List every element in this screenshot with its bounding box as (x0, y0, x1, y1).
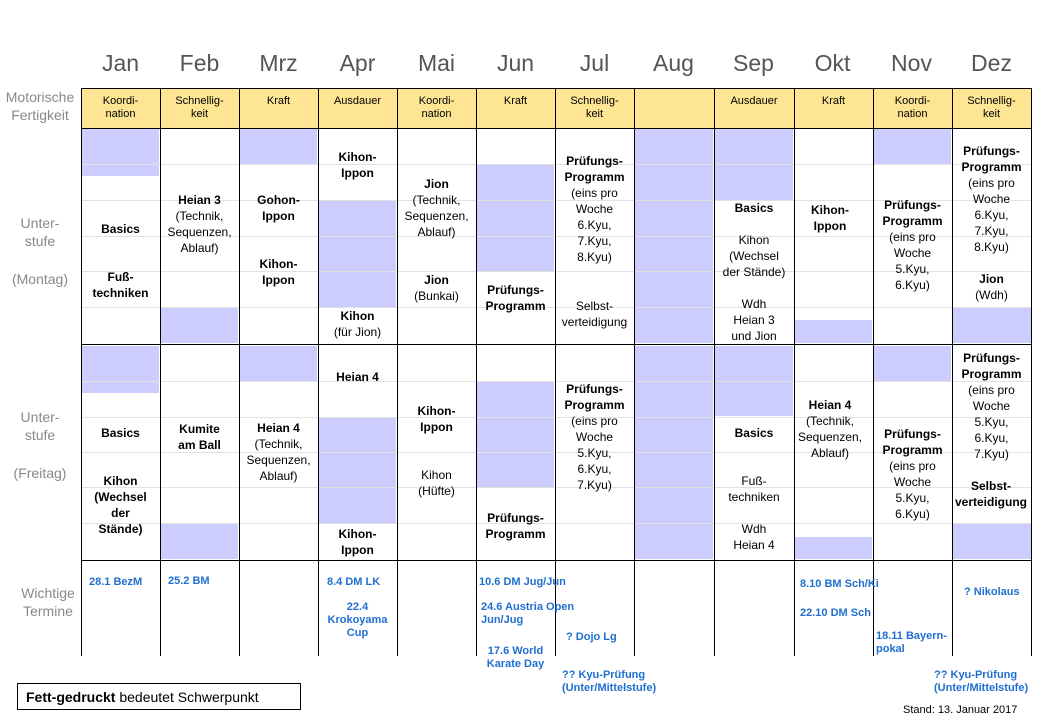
friday-sep-detail: Fuß- techniken (728, 474, 780, 504)
event-jan: 28.1 BezM (89, 576, 143, 588)
event-okt-2: 22.10 DM Sch (800, 607, 871, 619)
monday-jun-focus: Prüfungs- Programm (485, 283, 546, 313)
friday-jul-detail: (eins pro Woche 5.Kyu, 6.Kyu, 7.Kyu) (571, 414, 618, 492)
monday-jan-focus: Basics (101, 222, 140, 236)
row-label-unterstufe-freitag-3: (Freitag) (13, 465, 67, 481)
monday-mai-focus: Jion (424, 177, 449, 191)
event-jul-2: ?? Kyu-Prüfung (Unter/Mittelstufe) (562, 669, 657, 694)
month-jun: Jun (496, 50, 535, 76)
monday-feb-focus: Heian 3 (178, 193, 221, 207)
month-apr: Apr (339, 50, 376, 76)
grid-border (714, 88, 715, 656)
monday-jul-detail: (eins pro Woche 6.Kyu, 7.Kyu, 8.Kyu) (571, 186, 618, 264)
friday-dez-focus: Selbst- verteidigung (954, 479, 1027, 509)
plan-block (953, 307, 1031, 343)
grid-border (873, 88, 874, 656)
friday-jun-focus: Prüfungs- Programm (485, 511, 546, 541)
grid-border (794, 88, 795, 656)
monday-sep-detail: Wdh Heian 3 und Jion (731, 297, 777, 343)
friday-feb-focus: Kumite am Ball (178, 422, 221, 452)
friday-dez-focus: Prüfungs- Programm (961, 351, 1022, 381)
grid-border (81, 88, 1032, 89)
monday-mrz-focus: Kihon- Ippon (259, 257, 298, 287)
fitness-feb: Schnellig- keit (175, 95, 224, 120)
plan-block (82, 346, 159, 393)
plan-block (319, 200, 396, 307)
friday-dez-detail: (eins pro Woche 5.Kyu, 6.Kyu, 7.Kyu) (968, 383, 1015, 461)
stand-date: Stand: 13. Januar 2017 (903, 704, 1018, 716)
event-apr-1: 8.4 DM LK (327, 576, 381, 588)
month-mai: Mai (417, 50, 456, 76)
monday-mrz-focus: Gohon- Ippon (257, 193, 300, 223)
plan-block (477, 164, 554, 271)
monday-sep-detail: Kihon (Wechsel der Stände) (722, 233, 786, 279)
monday-okt-focus: Kihon- Ippon (811, 203, 849, 233)
month-sep: Sep (733, 50, 774, 76)
friday-sep-detail: Wdh Heian 4 (733, 522, 775, 552)
friday-apr-focus: Heian 4 (336, 370, 379, 384)
event-dez-1: ? Nikolaus (964, 586, 1020, 598)
monday-dez-detail: (Wdh) (975, 288, 1008, 302)
event-dez-2: ?? Kyu-Prüfung (Unter/Mittelstufe) (934, 669, 1029, 694)
fitness-sep: Ausdauer (730, 95, 778, 107)
monday-jul-detail: Selbst- verteidigung (561, 299, 628, 329)
plan-block (953, 524, 1031, 559)
month-aug: Aug (653, 50, 694, 76)
friday-jan-focus: Basics (101, 426, 140, 440)
fitness-mai: Koordi- nation (418, 95, 455, 120)
grid-border (81, 128, 1032, 129)
monday-mai-focus: Jion (424, 273, 449, 287)
friday-nov-focus: Prüfungs- Programm (882, 427, 943, 457)
fitness-nov: Koordi- nation (894, 95, 931, 120)
month-jan: Jan (101, 50, 140, 76)
event-feb: 25.2 BM (168, 575, 210, 587)
monday-mai-detail: (Technik, Sequenzen, Ablauf) (404, 193, 469, 239)
row-label-unterstufe-freitag-1: Unter- (20, 409, 60, 425)
grid-border (81, 344, 1032, 345)
event-jun-1: 10.6 DM Jug/Jun (479, 576, 566, 588)
monday-feb-detail: (Technik, Sequenzen, Ablauf) (167, 209, 232, 255)
plan-block (240, 346, 317, 381)
plan-block (795, 320, 872, 343)
fitness-jul: Schnellig- keit (570, 95, 619, 120)
month-jul: Jul (579, 50, 610, 76)
monday-dez-focus: Jion (979, 272, 1004, 286)
friday-mrz-detail: (Technik, Sequenzen, Ablauf) (246, 437, 311, 483)
month-okt: Okt (814, 50, 851, 76)
plan-block (161, 524, 238, 559)
monday-nov-focus: Prüfungs- Programm (882, 198, 943, 228)
grid-border (81, 560, 1032, 561)
month-dez: Dez (971, 50, 1012, 76)
row-label-termine: Wichtige Termine (21, 585, 75, 619)
grid-border (476, 88, 477, 656)
monday-apr-focus: Kihon (340, 309, 375, 323)
monday-jul-focus: Prüfungs- Programm (564, 154, 625, 184)
plan-block (477, 381, 554, 487)
monday-sep-focus: Basics (734, 201, 774, 215)
row-label-motor: Motorische Fertigkeit (5, 89, 75, 123)
fitness-mrz: Kraft (266, 95, 291, 107)
month-nov: Nov (891, 50, 932, 76)
monday-dez-detail: (eins pro Woche 6.Kyu, 7.Kyu, 8.Kyu) (968, 176, 1015, 254)
legend-box (17, 683, 301, 710)
plan-block (82, 129, 159, 176)
friday-jan-focus: Kihon (Wechsel der Stände) (94, 474, 147, 536)
legend-bold-text: Fett-gedruckt (26, 689, 116, 705)
friday-okt-detail: (Technik, Sequenzen, Ablauf) (797, 414, 863, 460)
plan-block (319, 417, 396, 523)
row-label-unterstufe-montag-3: (Montag) (11, 271, 69, 287)
monday-apr-detail: (für Jion) (333, 325, 382, 339)
event-jun-3: 17.6 World Karate Day (486, 645, 545, 670)
fitness-apr: Ausdauer (333, 95, 382, 107)
event-jun-2: 24.6 Austria Open Jun/Jug (481, 601, 575, 626)
grid-border (160, 88, 161, 656)
plan-block (795, 537, 872, 559)
friday-mrz-focus: Heian 4 (257, 421, 300, 435)
friday-apr-focus: Kihon- Ippon (338, 527, 377, 557)
friday-mai-detail: Kihon (Hüfte) (418, 468, 455, 498)
row-label-unterstufe-freitag-2: stufe (24, 427, 56, 443)
grid-border (239, 88, 240, 656)
event-nov: 18.11 Bayern- pokal (876, 630, 947, 655)
grid-border (634, 88, 635, 656)
monday-jan-focus: Fuß- techniken (92, 270, 149, 300)
friday-jul-focus: Prüfungs- Programm (564, 382, 625, 412)
grid-border (1031, 88, 1032, 656)
friday-mai-focus: Kihon- Ippon (417, 404, 456, 434)
grid-border (81, 88, 82, 656)
legend-text: bedeutet Schwerpunkt (115, 689, 259, 705)
event-okt-1: 8.10 BM Sch/Ki (800, 578, 879, 590)
monday-apr-focus: Kihon- Ippon (338, 150, 377, 180)
month-mrz: Mrz (259, 50, 298, 76)
month-feb: Feb (179, 50, 220, 76)
monday-nov-detail: (eins pro Woche 5.Kyu, 6.Kyu) (889, 230, 936, 292)
monday-mai-detail: (Bunkai) (414, 289, 459, 303)
monday-dez-focus: Prüfungs- Programm (961, 144, 1022, 174)
plan-block (240, 129, 317, 164)
plan-block (161, 307, 238, 343)
fitness-okt: Kraft (821, 95, 846, 107)
plan-block (874, 129, 951, 164)
event-apr-2: 22.4 Krokoyama Cup (327, 601, 388, 639)
row-label-unterstufe-montag-2: stufe (24, 233, 56, 249)
friday-sep-focus: Basics (734, 426, 774, 440)
friday-okt-focus: Heian 4 (808, 398, 852, 412)
grid-line (81, 523, 1032, 524)
fitness-jan: Koordi- nation (102, 95, 139, 120)
fitness-dez: Schnellig- keit (967, 95, 1016, 120)
row-label-unterstufe-montag-1: Unter- (20, 215, 60, 231)
plan-block (874, 346, 951, 381)
friday-nov-detail: (eins pro Woche 5.Kyu, 6.Kyu) (889, 459, 936, 521)
fitness-jun: Kraft (503, 95, 528, 107)
grid-border (397, 88, 398, 656)
event-jul-1: ? Dojo Lg (566, 631, 617, 643)
